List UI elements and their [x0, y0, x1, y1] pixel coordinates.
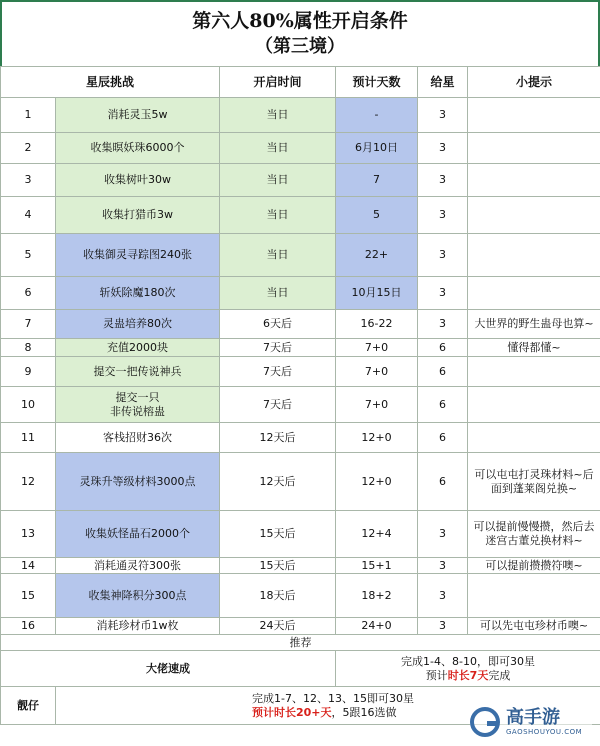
row-stars: 3 — [418, 511, 468, 558]
row-tip — [468, 277, 600, 310]
slow-plan-label: 靓仔 — [1, 687, 56, 725]
row-task: 收集暝妖珠6000个 — [56, 133, 220, 164]
row-number: 9 — [1, 357, 56, 387]
row-number: 13 — [1, 511, 56, 558]
table-row — [1, 310, 600, 339]
row-task: 灵蛊培养80次 — [56, 310, 220, 339]
row-days: 7+0 — [336, 357, 418, 387]
challenge-table — [0, 66, 600, 725]
table-row — [1, 164, 600, 197]
table-row — [1, 357, 600, 387]
row-days: 12+0 — [336, 453, 418, 511]
row-number: 3 — [1, 164, 56, 197]
row-open-time: 12天后 — [220, 423, 336, 453]
row-stars: 3 — [418, 277, 468, 310]
row-days: 7+0 — [336, 387, 418, 423]
row-number: 11 — [1, 423, 56, 453]
row-task: 灵珠升等级材料3000点 — [56, 453, 220, 511]
row-tip: 可以先屯屯珍材币噢~ — [468, 618, 600, 635]
row-stars: 3 — [418, 558, 468, 574]
row-task: 消耗通灵符300张 — [56, 558, 220, 574]
row-days: - — [336, 98, 418, 133]
row-stars: 3 — [418, 98, 468, 133]
row-task: 收集御灵寻踪图240张 — [56, 234, 220, 277]
row-number: 1 — [1, 98, 56, 133]
row-tip — [468, 387, 600, 423]
row-days: 6月10日 — [336, 133, 418, 164]
row-stars: 3 — [418, 234, 468, 277]
fast-pre: 预计 — [425, 668, 448, 682]
table-row — [1, 339, 600, 357]
table-row — [1, 511, 600, 558]
row-task: 斩妖除魔180次 — [56, 277, 220, 310]
table-row — [1, 98, 600, 133]
fast-red: 时长7天 — [447, 668, 489, 682]
table-row — [1, 234, 600, 277]
table-row — [1, 423, 600, 453]
table-header — [1, 67, 600, 98]
watermark-name: 高手游 — [506, 706, 560, 728]
row-days: 22+ — [336, 234, 418, 277]
row-open-time: 当日 — [220, 133, 336, 164]
row-open-time: 当日 — [220, 277, 336, 310]
row-tip — [468, 164, 600, 197]
row-open-time: 当日 — [220, 164, 336, 197]
title-line1: 第六人80%属性开启条件 — [192, 10, 408, 32]
recommend-row — [1, 635, 600, 651]
header-open-time: 开启时间 — [220, 67, 336, 98]
logo-icon — [470, 707, 500, 737]
row-open-time: 12天后 — [220, 453, 336, 511]
row-task: 客栈招财36次 — [56, 423, 220, 453]
row-open-time: 15天后 — [220, 558, 336, 574]
row-tip — [468, 98, 600, 133]
table-row — [1, 277, 600, 310]
row-number: 6 — [1, 277, 56, 310]
row-number: 16 — [1, 618, 56, 635]
row-tip — [468, 234, 600, 277]
row-open-time: 18天后 — [220, 574, 336, 618]
header-stars: 给星 — [418, 67, 468, 98]
row-tip: 可以提前慢慢攒，然后去迷宫古董兑换材料~ — [468, 511, 600, 558]
row-open-time: 当日 — [220, 98, 336, 133]
row-task: 收集打猎币3w — [56, 197, 220, 234]
row-tip — [468, 423, 600, 453]
row-stars: 3 — [418, 197, 468, 234]
fast-plan-line2 — [338, 669, 598, 683]
row-days: 5 — [336, 197, 418, 234]
fast-post: 完成 — [488, 668, 511, 682]
row-number: 12 — [1, 453, 56, 511]
header-challenge: 星辰挑战 — [1, 67, 220, 98]
row-days: 12+0 — [336, 423, 418, 453]
row-tip: 大世界的野生蛊母也算~ — [468, 310, 600, 339]
row-number: 15 — [1, 574, 56, 618]
row-stars: 6 — [418, 357, 468, 387]
row-task: 收集妖怪晶石2000个 — [56, 511, 220, 558]
row-stars: 6 — [418, 339, 468, 357]
title-line2: （第三境） — [255, 36, 345, 57]
row-number: 7 — [1, 310, 56, 339]
row-stars: 3 — [418, 574, 468, 618]
row-open-time: 7天后 — [220, 339, 336, 357]
row-tip — [468, 133, 600, 164]
row-open-time: 7天后 — [220, 387, 336, 423]
row-tip — [468, 197, 600, 234]
header-tip: 小提示 — [468, 67, 600, 98]
fast-plan-label: 大佬速成 — [1, 651, 336, 687]
row-open-time: 当日 — [220, 234, 336, 277]
table-row — [1, 133, 600, 164]
fast-plan-desc — [336, 651, 600, 687]
recommend-label: 推荐 — [1, 635, 600, 651]
row-days: 18+2 — [336, 574, 418, 618]
row-stars: 3 — [418, 310, 468, 339]
row-days: 12+4 — [336, 511, 418, 558]
row-open-time: 当日 — [220, 197, 336, 234]
row-number: 10 — [1, 387, 56, 423]
row-days: 24+0 — [336, 618, 418, 635]
row-tip — [468, 357, 600, 387]
row-tip: 懂得都懂~ — [468, 339, 600, 357]
table-row — [1, 387, 600, 423]
row-open-time: 15天后 — [220, 511, 336, 558]
row-task: 消耗灵玉5w — [56, 98, 220, 133]
table-row — [1, 453, 600, 511]
row-stars: 6 — [418, 387, 468, 423]
row-stars: 3 — [418, 133, 468, 164]
row-stars: 6 — [418, 423, 468, 453]
table-row — [1, 558, 600, 574]
header-days: 预计天数 — [336, 67, 418, 98]
table-row — [1, 574, 600, 618]
row-stars: 6 — [418, 453, 468, 511]
row-number: 2 — [1, 133, 56, 164]
watermark-sub: GAOSHOUYOU.COM — [506, 727, 583, 736]
row-days: 7 — [336, 164, 418, 197]
row-task: 提交一把传说神兵 — [56, 357, 220, 387]
table-row — [1, 618, 600, 635]
row-task: 收集树叶30w — [56, 164, 220, 197]
row-tip: 可以屯屯打灵珠材料~后面到蓬莱阁兑换~ — [468, 453, 600, 511]
row-days: 16-22 — [336, 310, 418, 339]
row-tip — [468, 574, 600, 618]
row-task: 消耗珍材币1w枚 — [56, 618, 220, 635]
row-open-time: 6天后 — [220, 310, 336, 339]
row-stars: 3 — [418, 618, 468, 635]
row-stars: 3 — [418, 164, 468, 197]
watermark-logo — [470, 704, 592, 740]
row-task: 收集神降积分300点 — [56, 574, 220, 618]
slow-red: 预计时长20+天 — [252, 705, 332, 719]
row-days: 10月15日 — [336, 277, 418, 310]
slow-plan-line1: 完成1-7、12、13、15即可30星 — [252, 691, 414, 705]
row-number: 5 — [1, 234, 56, 277]
row-number: 14 — [1, 558, 56, 574]
fast-plan-row — [1, 651, 600, 687]
row-open-time: 24天后 — [220, 618, 336, 635]
row-task: 充值2000块 — [56, 339, 220, 357]
row-days: 15+1 — [336, 558, 418, 574]
slow-post: ，5跟16选做 — [331, 705, 397, 719]
row-number: 4 — [1, 197, 56, 234]
row-tip: 可以提前攒攒符噢~ — [468, 558, 600, 574]
row-task: 提交一只 非传说榕蛊 — [56, 387, 220, 423]
page-title — [0, 0, 600, 66]
row-open-time: 7天后 — [220, 357, 336, 387]
row-days: 7+0 — [336, 339, 418, 357]
row-number: 8 — [1, 339, 56, 357]
fast-plan-line1: 完成1-4、8-10，即可30星 — [401, 654, 535, 668]
table-row — [1, 197, 600, 234]
